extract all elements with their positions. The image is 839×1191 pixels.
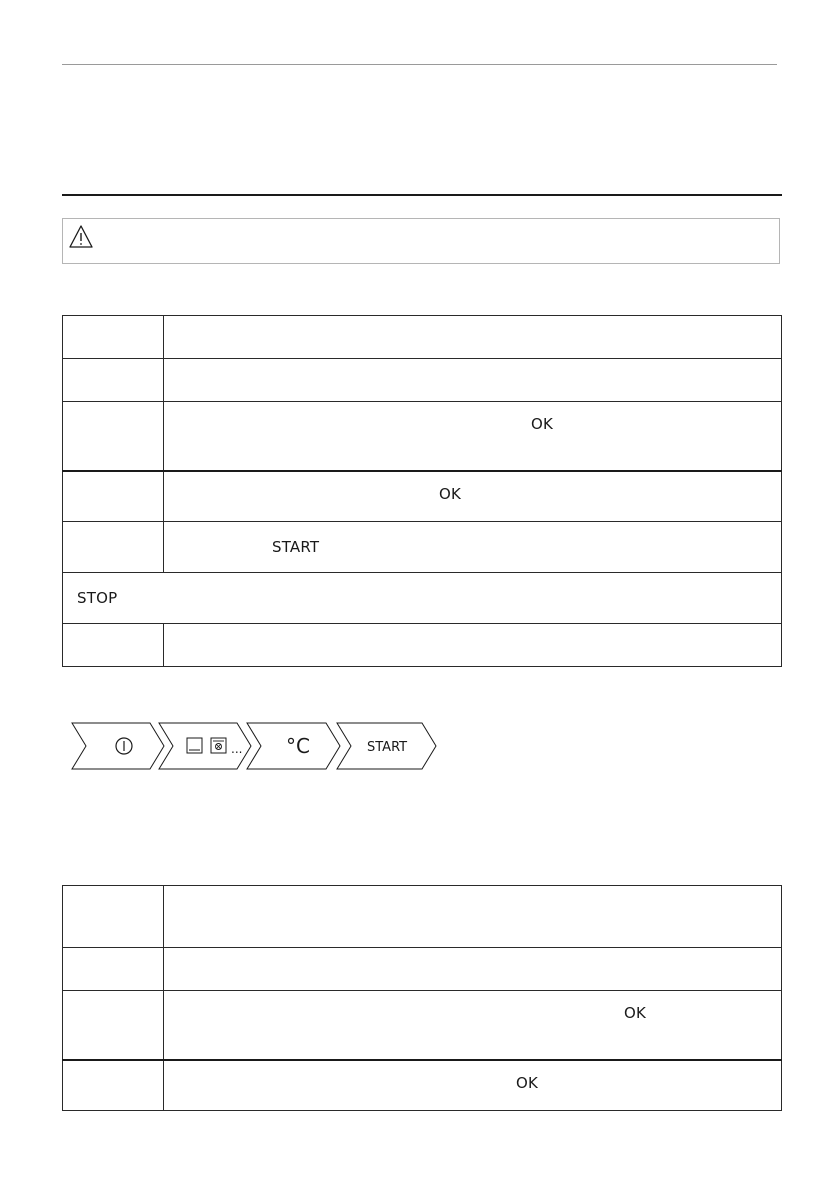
ok-key-label: OK bbox=[516, 1073, 539, 1092]
table-cell bbox=[63, 948, 164, 991]
table-cell bbox=[164, 471, 782, 522]
table-row bbox=[63, 991, 782, 1060]
ok-key-label: OK bbox=[624, 1004, 647, 1022]
table-row bbox=[63, 316, 782, 359]
table-row bbox=[63, 1060, 782, 1111]
table-row bbox=[63, 573, 782, 624]
table-cell bbox=[63, 359, 164, 402]
section-divider bbox=[62, 194, 782, 196]
ok-key-label: OK bbox=[531, 415, 554, 433]
start-label: START bbox=[367, 740, 408, 755]
stop-key-label: STOP bbox=[77, 589, 118, 607]
table-row bbox=[63, 471, 782, 522]
table-row bbox=[63, 402, 782, 471]
table-cell bbox=[63, 991, 164, 1060]
flow-step-power bbox=[72, 723, 164, 769]
table-row bbox=[63, 948, 782, 991]
table-row bbox=[63, 522, 782, 573]
table-cell bbox=[164, 522, 782, 573]
table-cell bbox=[63, 471, 164, 522]
table-cell bbox=[63, 573, 782, 624]
page-header-rule bbox=[62, 64, 777, 65]
table-row bbox=[63, 359, 782, 402]
steps-table-1 bbox=[62, 315, 782, 667]
temperature-icon: °C bbox=[286, 734, 310, 758]
table-row bbox=[63, 624, 782, 667]
table-cell bbox=[164, 991, 782, 1060]
ok-key-label: OK bbox=[439, 484, 462, 503]
table-cell bbox=[63, 886, 164, 948]
table-cell bbox=[63, 402, 164, 471]
more-modes-ellipsis: ... bbox=[231, 742, 243, 756]
steps-table-2 bbox=[62, 885, 782, 1111]
table-cell bbox=[164, 316, 782, 359]
warning-box bbox=[62, 218, 780, 264]
table-row bbox=[63, 886, 782, 948]
table-cell bbox=[164, 1060, 782, 1111]
table-cell bbox=[164, 624, 782, 667]
table-cell bbox=[164, 402, 782, 471]
table-cell bbox=[63, 1060, 164, 1111]
table-cell bbox=[164, 948, 782, 991]
table-cell bbox=[164, 886, 782, 948]
table-cell bbox=[63, 522, 164, 573]
operation-flow-diagram bbox=[70, 720, 440, 772]
table-cell bbox=[63, 316, 164, 359]
warning-icon bbox=[68, 224, 94, 250]
table-cell bbox=[63, 624, 164, 667]
start-key-label: START bbox=[272, 538, 320, 556]
table-cell bbox=[164, 359, 782, 402]
